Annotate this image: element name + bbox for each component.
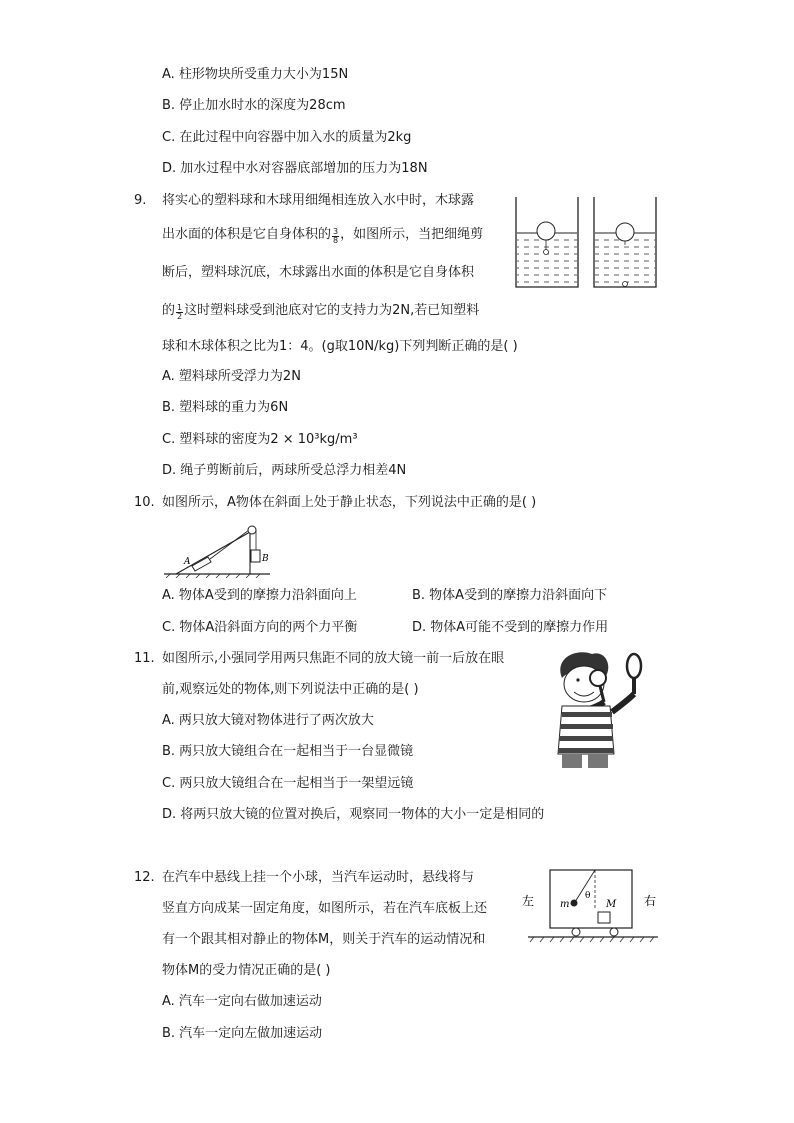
label-big-m: M: [606, 899, 617, 910]
q8-option-d: D. 加水过程中水对容器底部增加的压力为18N: [162, 161, 428, 176]
q12-number: 12.: [134, 870, 155, 885]
q9-stem-line5: 球和木球体积之比为1：4。(g取10N/kg)下列判断正确的是( ): [162, 339, 518, 354]
q9-fraction-1-2: $\frac{1}{2}$: [177, 303, 183, 321]
boy-pants-right: [588, 754, 608, 768]
label-a: A: [184, 557, 191, 567]
label-b: B: [262, 554, 269, 564]
q10-number: 10.: [134, 495, 155, 510]
label-left: 左: [522, 894, 535, 908]
label-theta: θ: [585, 891, 591, 901]
rope: [210, 530, 249, 559]
q11-option-c: C. 两只放大镜组合在一起相当于一架望远镜: [162, 776, 414, 791]
boy-arm-right: [612, 694, 634, 712]
q12-car-pendulum-figure: [518, 862, 662, 946]
q12-option-a: A. 汽车一定向右做加速运动: [162, 994, 322, 1009]
q9-beakers-figure: [513, 195, 661, 291]
label-m: m: [560, 899, 570, 910]
q9-stem-line2: 出水面的体积是它自身体积的 $\frac{3}{8}$ ，如图所示，当把细绳剪: [162, 227, 484, 245]
q11-boy-with-magnifiers-figure: [540, 648, 652, 768]
q9-fraction-3-8: $\frac{3}{8}$: [333, 227, 339, 245]
q9-option-d: D. 绳子剪断前后，两球所受总浮力相差4N: [162, 463, 407, 478]
block-b: [251, 550, 260, 562]
label-right: 右: [644, 894, 657, 908]
q9-stem-line4: 的 $\frac{1}{2}$ 这时塑料球受到池底对它的支持力为2N,若已知塑料: [162, 303, 480, 321]
boy-eye: [576, 678, 579, 681]
ground-hatch: [530, 937, 654, 942]
q9-option-c: C. 塑料球的密度为2 × 10³kg/m³: [162, 432, 358, 447]
q10-option-d: D. 物体A可能不受到的摩擦力作用: [412, 620, 609, 635]
right-plastic-ball: [623, 282, 628, 287]
q10-incline-figure: [160, 518, 280, 578]
q10-option-a: A. 物体A受到的摩擦力沿斜面向上: [162, 588, 357, 603]
q11-stem-line1: 如图所示,小强同学用两只焦距不同的放大镜一前一后放在眼: [162, 651, 505, 666]
q11-number: 11.: [134, 651, 155, 666]
near-magnifier: [590, 670, 606, 686]
q8-option-c: C. 在此过程中向容器中加入水的质量为2kg: [162, 130, 412, 145]
q8-option-b: B. 停止加水时水的深度为28cm: [162, 98, 346, 113]
left-beaker-water: [517, 233, 577, 287]
q9-stem-line1: 将实心的塑料球和木球用细绳相连放入水中时，木球露: [162, 193, 475, 208]
q9-stem-line3: 断后，塑料球沉底，木球露出水面的体积是它自身体积: [162, 265, 475, 280]
right-wood-ball: [616, 223, 634, 241]
q8-option-a: A. 柱形物块所受重力大小为15N: [162, 67, 349, 82]
q9-option-a: A. 塑料球所受浮力为2N: [162, 369, 301, 384]
left-plastic-ball: [544, 250, 549, 255]
q10-option-b: B. 物体A受到的摩擦力沿斜面向下: [412, 588, 608, 603]
q10-stem: 如图所示，A物体在斜面上处于静止状态，下列说法中正确的是( ): [162, 495, 537, 510]
q11-option-d: D. 将两只放大镜的位置对换后，观察同一物体的大小一定是相同的: [162, 807, 545, 822]
q11-stem-line2: 前,观察远处的物体,则下列说法中正确的是( ): [162, 682, 419, 697]
wheel-right: [610, 928, 618, 936]
left-wood-ball: [537, 222, 555, 240]
q12-option-b: B. 汽车一定向左做加速运动: [162, 1026, 323, 1041]
q12-stem-line1: 在汽车中悬线上挂一个小球，当汽车运动时，悬线将与: [162, 870, 475, 885]
boy-pants-left: [562, 754, 582, 768]
far-magnifier: [627, 654, 641, 678]
q10-option-c: C. 物体A沿斜面方向的两个力平衡: [162, 620, 358, 635]
q9-option-b: B. 塑料球的重力为6N: [162, 400, 289, 415]
q12-stem-line2: 竖直方向成某一固定角度，如图所示，若在汽车底板上还: [162, 901, 488, 916]
incline: [176, 532, 250, 574]
q11-option-b: B. 两只放大镜组合在一起相当于一台显微镜: [162, 744, 414, 759]
pulley: [248, 526, 256, 534]
q11-option-a: A. 两只放大镜对物体进行了两次放大: [162, 713, 374, 728]
q12-stem-line3: 有一个跟其相对静止的物体M，则关于汽车的运动情况和: [162, 932, 486, 947]
pendulum-ball: [571, 900, 578, 907]
q9-number: 9.: [134, 193, 147, 208]
q12-stem-line4: 物体M的受力情况正确的是( ): [162, 963, 331, 978]
wheel-left: [572, 928, 580, 936]
block-m: [598, 912, 610, 923]
